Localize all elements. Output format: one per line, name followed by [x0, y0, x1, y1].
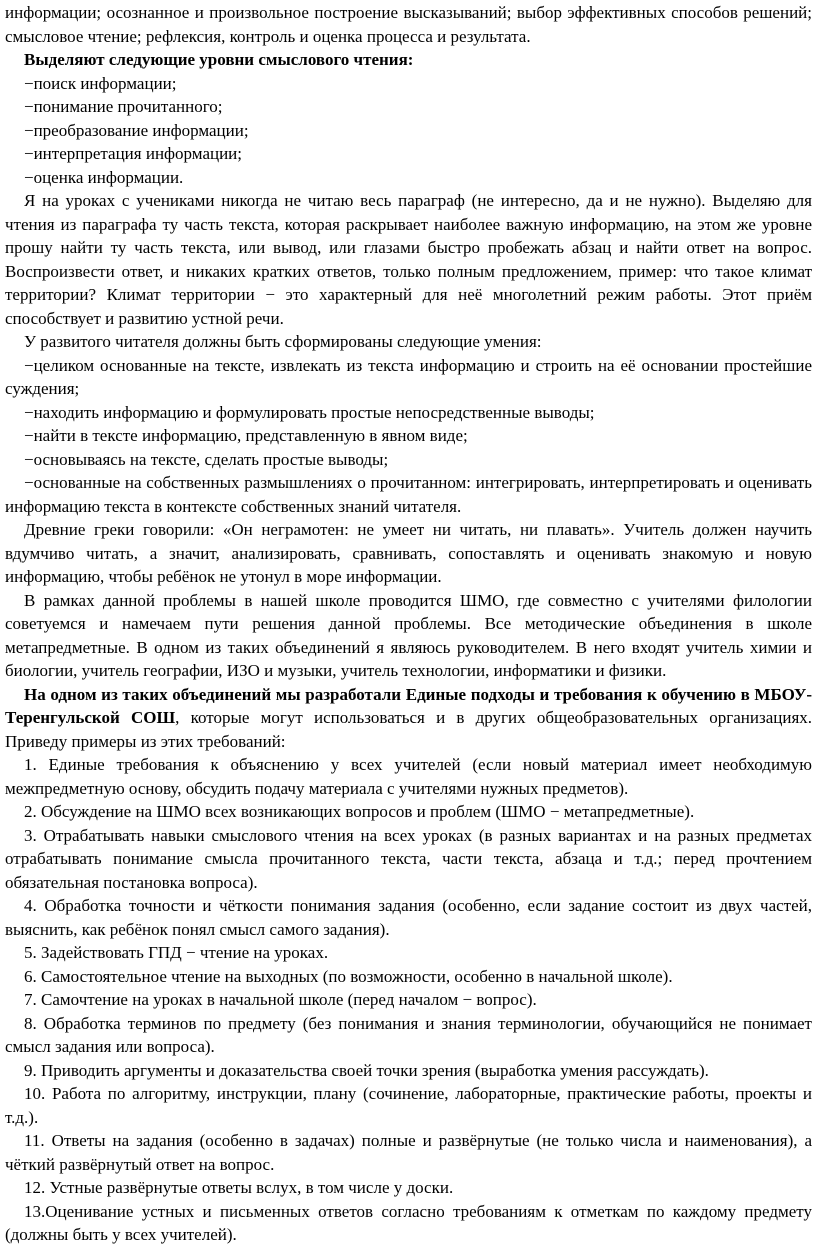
list-item-skill: −основываясь на тексте, сделать простые выводы;	[24, 449, 389, 469]
list-item-skill: −найти в тексте информацию, представленную в явном виде;	[24, 426, 468, 445]
paragraph-shmo: В рамках данной проблемы в нашей школе проводится ШМО, где совместно с учителями филологии советуемся и намечаем пути решения данной проблемы. Все методические объединения в школе метапредметные. В одном из таких объединений я являюсь руководителем. В него входят учитель химии и биологии, учитель географии, ИЗО и музыки, учитель технологии, информатики и физики.	[5, 590, 812, 680]
list-item-requirement: 1. Единые требования к объяснению у всех учителей (если новый материал имеет необходимую межпредметную основу, обсудить подачу материала с учителями нужных предметов).	[5, 755, 812, 798]
list-item-requirement: 8. Обработка терминов по предмету (без понимания и знания терминологии, обучающийся не понимает смысл задания или вопроса).	[5, 1013, 812, 1056]
list-item-skill: −основанные на собственных размышлениях о прочитанном: интегрировать, интерпретировать и оценивать информацию текста в контексте собственных знаний читателя.	[5, 473, 812, 516]
list-item-requirement: 12. Устные развёрнутые ответы вслух, в том числе у доски.	[24, 1178, 454, 1197]
list-item-requirement: 7. Самочтение на уроках в начальной школе (перед началом − вопрос).	[24, 990, 537, 1009]
list-item-skill: −находить информацию и формулировать простые непосредственные выводы;	[24, 402, 595, 422]
heading-reading-levels: Выделяют следующие уровни смыслового чтения:	[24, 50, 414, 69]
paragraph-skills-intro: У развитого читателя должны быть сформированы следующие умения:	[24, 332, 542, 351]
list-item-requirement: 5. Задействовать ГПД − чтение на уроках.	[24, 943, 329, 962]
list-item-level: −интерпретация информации;	[24, 144, 243, 163]
list-item-requirement: 4. Обработка точности и чёткости понимания задания (особенно, если задание состоит из двух частей, выяснить, как ребёнок понял смысл самого задания).	[5, 896, 812, 939]
list-item-level: −оценка информации.	[24, 167, 184, 187]
list-item-level: −поиск информации;	[24, 73, 177, 93]
list-item-skill: −целиком основанные на тексте, извлекать из текста информацию и строить на её основании простейшие суждения;	[5, 355, 812, 398]
list-item-requirement: 2. Обсуждение на ШМО всех возникающих вопросов и проблем (ШМО − метапредметные).	[24, 802, 695, 821]
paragraph-lessons: Я на уроках с учениками никогда не читаю весь параграф (не интересно, да и не нужно). Выделяю для чтения из параграфа ту часть текста, которая раскрывает наиболее важную информацию, на этом же уровне прошу найти ту часть текста, или вывод, или глазами быстро пробежать абзац и найти ответ на вопрос. Воспроизвести ответ, и никаких кратких ответов, только полным предложением, пример: что такое климат территории? Климат территории − это характерный для неё многолетний режим работы. Этот приём способствует и развитию устной речи.	[5, 191, 812, 328]
list-item-requirement: 3. Отрабатывать навыки смыслового чтения на всех уроках (в разных вариантах и на разных предметах отрабатывать понимание смысла прочитанного текста, части текста, абзаца и т.д.; перед прочтением обязательная постановка вопроса).	[5, 825, 812, 892]
unified-requirements-bold: На одном из таких объединений мы разработали Единые подходы и требования к обучению в МБОУ-Теренгульской СОШ	[5, 684, 812, 727]
list-item-requirement: 6. Самостоятельное чтение на выходных (по возможности, особенно в начальной школе).	[24, 966, 673, 986]
list-item-requirement: 13.Оценивание устных и письменных ответов согласно требованиям к отметкам по каждому предмету (должны быть у всех учителей).	[5, 1201, 812, 1244]
list-item-requirement: 9. Приводить аргументы и доказательства своей точки зрения (выработка умения рассуждать).	[24, 1060, 709, 1080]
paragraph-unified-requirements	[5, 683, 812, 754]
unified-requirements-rest: , которые могут использоваться и в других общеобразовательных организациях. Приведу примеры из этих требований:	[5, 708, 813, 751]
list-item-level: −преобразование информации;	[24, 120, 249, 140]
list-item-level: −понимание прочитанного;	[24, 97, 223, 116]
list-item-requirement: 10. Работа по алгоритму, инструкции, плану (сочинение, лабораторные, практические работы, проекты и т.д.).	[5, 1084, 812, 1127]
list-item-requirement: 11. Ответы на задания (особенно в задачах) полные и развёрнутые (не только числа и наименования), а чёткий развёрнутый ответ на вопрос.	[5, 1131, 812, 1174]
paragraph-intro: информации; осознанное и произвольное построение высказываний; выбор эффективных способов решений; смысловое чтение; рефлексия, контроль и оценка процесса и результата.	[5, 3, 812, 46]
paragraph-ancient-greeks: Древние греки говорили: «Он неграмотен: не умеет ни читать, ни плавать». Учитель должен научить вдумчиво читать, а значит, анализировать, сравнивать, сопоставлять и оценивать знакомую и новую информацию, чтобы ребёнок не утонул в море информации.	[5, 520, 812, 586]
